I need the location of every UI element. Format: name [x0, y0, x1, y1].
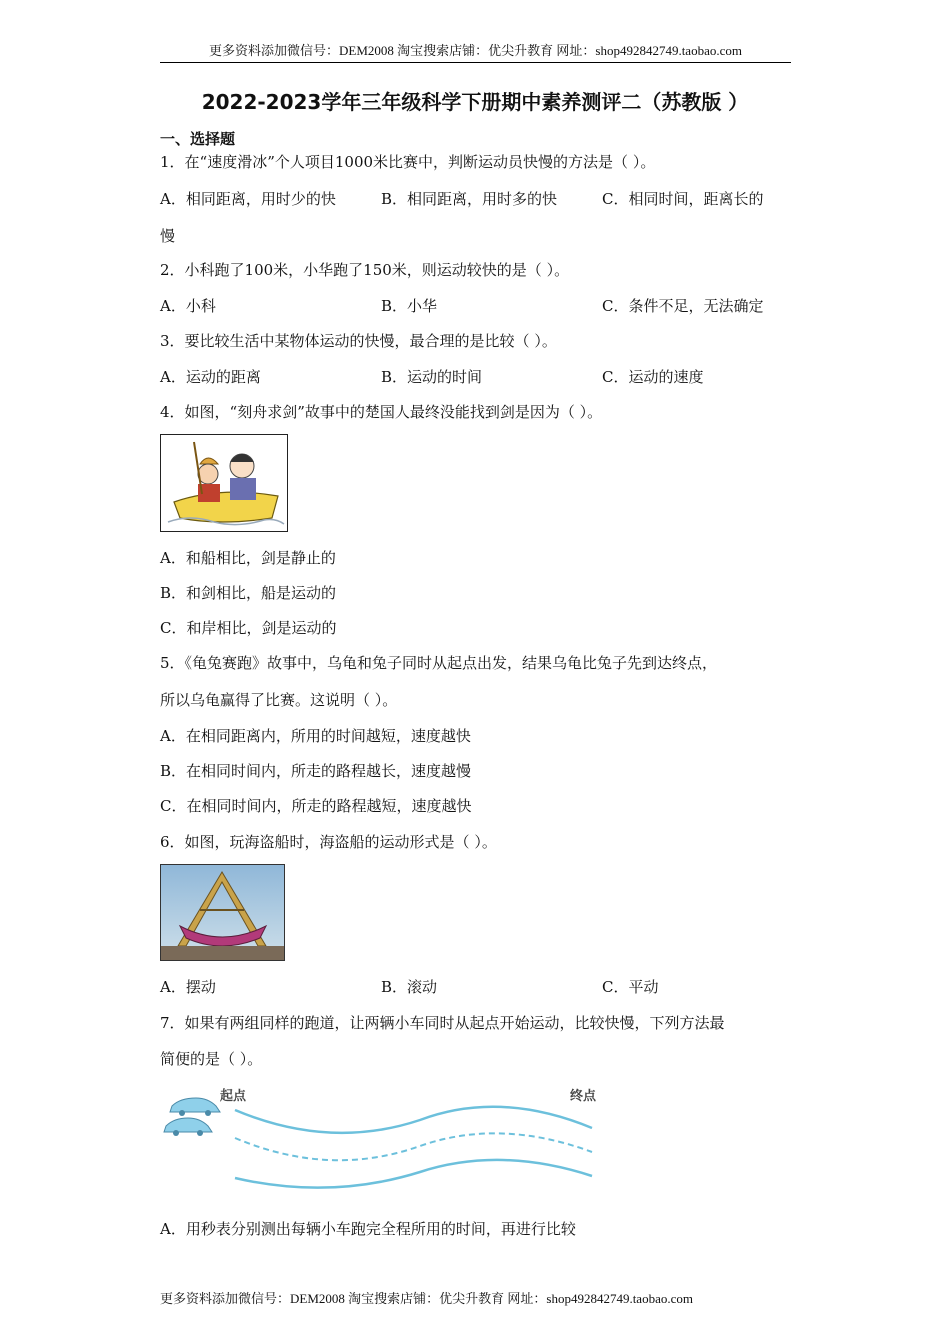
car-icon-top: [170, 1098, 220, 1116]
q6-stem: 6．如图，玩海盗船时，海盗船的运动形式是（ ）。: [160, 833, 497, 851]
section-heading: 一、选择题: [160, 130, 236, 148]
q1-option-b: B．相同距离，用时多的快: [381, 190, 558, 208]
q3-stem: 3．要比较生活中某物体运动的快慢，最合理的是比较（ ）。: [160, 332, 557, 350]
finish-label: 终点: [570, 1089, 597, 1104]
q2-option-b: B．小华: [381, 297, 438, 315]
q1-stem: 1．在“速度滑冰”个人项目1000米比赛中，判断运动员快慢的方法是（ ）。: [160, 153, 656, 171]
page-title: 2022-2023学年三年级科学下册期中素养测评二（苏教版 ）: [201, 90, 749, 114]
q2-stem: 2．小科跑了100米，小华跑了150米，则运动较快的是（ ）。: [160, 261, 570, 279]
q7-option-a: A．用秒表分别测出每辆小车跑完全程所用的时间，再进行比较: [160, 1220, 576, 1238]
q3-option-a: A．运动的距离: [160, 368, 261, 386]
car-icon-bottom: [164, 1118, 212, 1136]
q3-option-b: B．运动的时间: [381, 368, 483, 386]
pirate-ship-photo: [160, 864, 285, 965]
q5-option-c: C．在相同时间内，所走的路程越短，速度越快: [160, 797, 472, 815]
race-track-diagram: [160, 1080, 620, 1194]
start-label: 起点: [220, 1089, 247, 1104]
q4-option-b: B．和剑相比，船是运动的: [160, 584, 337, 602]
q1-option-a: A．相同距离，用时少的快: [160, 190, 336, 208]
q7-stem-line1: 7．如果有两组同样的跑道，让两辆小车同时从起点开始运动，比较快慢，下列方法最: [160, 1014, 725, 1032]
q2-option-a: A．小科: [160, 297, 216, 315]
page-footer: 更多资料添加微信号：DEM2008 淘宝搜索店铺：优尖升教育 网址：shop492842749.taobao.com: [160, 1291, 693, 1306]
q5-option-b: B．在相同时间内，所走的路程越长，速度越慢: [160, 762, 472, 780]
q6-option-c: C．平动: [602, 978, 659, 996]
q3-option-c: C．运动的速度: [602, 368, 704, 386]
boat-story-illustration: [160, 434, 288, 536]
q4-option-c: C．和岸相比，剑是运动的: [160, 619, 337, 637]
q2-option-c: C．条件不足，无法确定: [602, 297, 764, 315]
q4-stem: 4．如图，“刻舟求剑”故事中的楚国人最终没能找到剑是因为（ ）。: [160, 403, 603, 421]
q7-stem-line2: 简便的是（ ）。: [160, 1050, 263, 1068]
q1-option-c-continued: 慢: [160, 227, 176, 245]
q6-option-a: A．摆动: [160, 978, 216, 996]
q5-option-a: A．在相同距离内，所用的时间越短，速度越快: [160, 727, 471, 745]
q1-option-c: C．相同时间，距离长的: [602, 190, 764, 208]
q5-stem-line1: 5．《龟兔赛跑》故事中，乌龟和兔子同时从起点出发，结果乌龟比兔子先到达终点，: [160, 654, 718, 672]
q5-stem-line2: 所以乌龟赢得了比赛。这说明（ ）。: [160, 691, 398, 709]
q6-option-b: B．滚动: [381, 978, 438, 996]
q4-option-a: A．和船相比，剑是静止的: [160, 549, 336, 567]
page-header: 更多资料添加微信号：DEM2008 淘宝搜索店铺：优尖升教育 网址：shop492842749.taobao.com: [160, 40, 791, 63]
